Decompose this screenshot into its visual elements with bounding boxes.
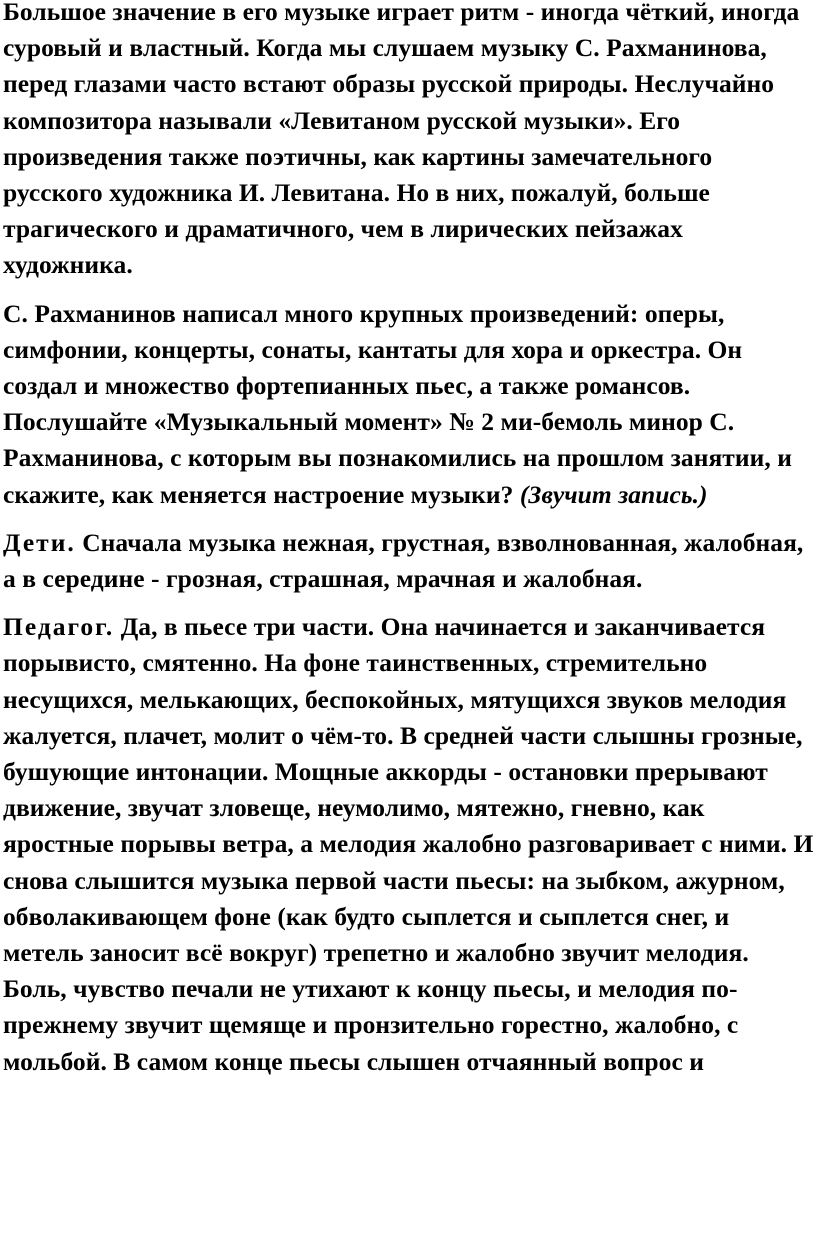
paragraph-children-text: Сначала музыка нежная, грустная, взволнованная, жалобная, а в середине - грозная, страшная, мрачная и жалобная. (3, 527, 804, 594)
paragraph-children (3, 525, 815, 597)
stage-note: (Звучит запись.) (519, 479, 708, 509)
speaker-teacher: Педагог. (3, 612, 115, 642)
paragraph-teacher (3, 609, 815, 1080)
paragraph-rhythm (3, 0, 815, 284)
paragraph-works (3, 296, 815, 513)
speaker-children: Дети. (3, 527, 76, 557)
paragraph-rhythm-text: Большое значение в его музыке играет ритм - иногда чёткий, иногда суровый и властный. Когда мы слушаем музыку С. Рахманинова, перед глазами часто встают образы русской природы. Неслучайно композитора называли «Левитаном русской музыки». Его произведения также поэтичны, как картины замечательного русского художника И. Левитана. Но в них, пожалуй, больше трагического и драматичного, чем в лирических пейзажах художника. (3, 0, 800, 280)
paragraph-teacher-text: Да, в пьесе три части. Она начинается и заканчивается порывисто, смятенно. На фоне таинственных, стремительно несущихся, мелькающих, беспокойных, мятущихся звуков мелодия жалуется, плачет, молит о чём-то. В средней части слышны грозные, бушующие интонации. Мощные аккорды - остановки прерывают движение, звучат зловеще, неумолимо, мятежно, гневно, как яростные порывы ветра, а мелодия жалобно разговаривает с ними. И снова слышится музыка первой части пьесы: на зыбком, ажурном, обволакивающем фоне (как будто сыплется и сыплется снег, и метель заносит всё вокруг) трепетно и жалобно звучит мелодия. Боль, чувство печали не утихают к концу пьесы, и мелодия по-прежнему звучит щемяще и пронзительно горестно, жалобно, с мольбой. В самом конце пьесы слышен отчаянный вопрос и (3, 612, 814, 1076)
paragraph-works-text: С. Рахманинов написал много крупных произведений: оперы, симфонии, концерты, сонаты, кантаты для хора и оркестра. Он создал и множество фортепианных пьес, а также романсов. Послушайте «Музыкальный момент» № 2 ми-бемоль минор С. Рахманинова, с которым вы познакомились на прошлом занятии, и скажите, как меняется настроение музыки? (3, 298, 792, 509)
